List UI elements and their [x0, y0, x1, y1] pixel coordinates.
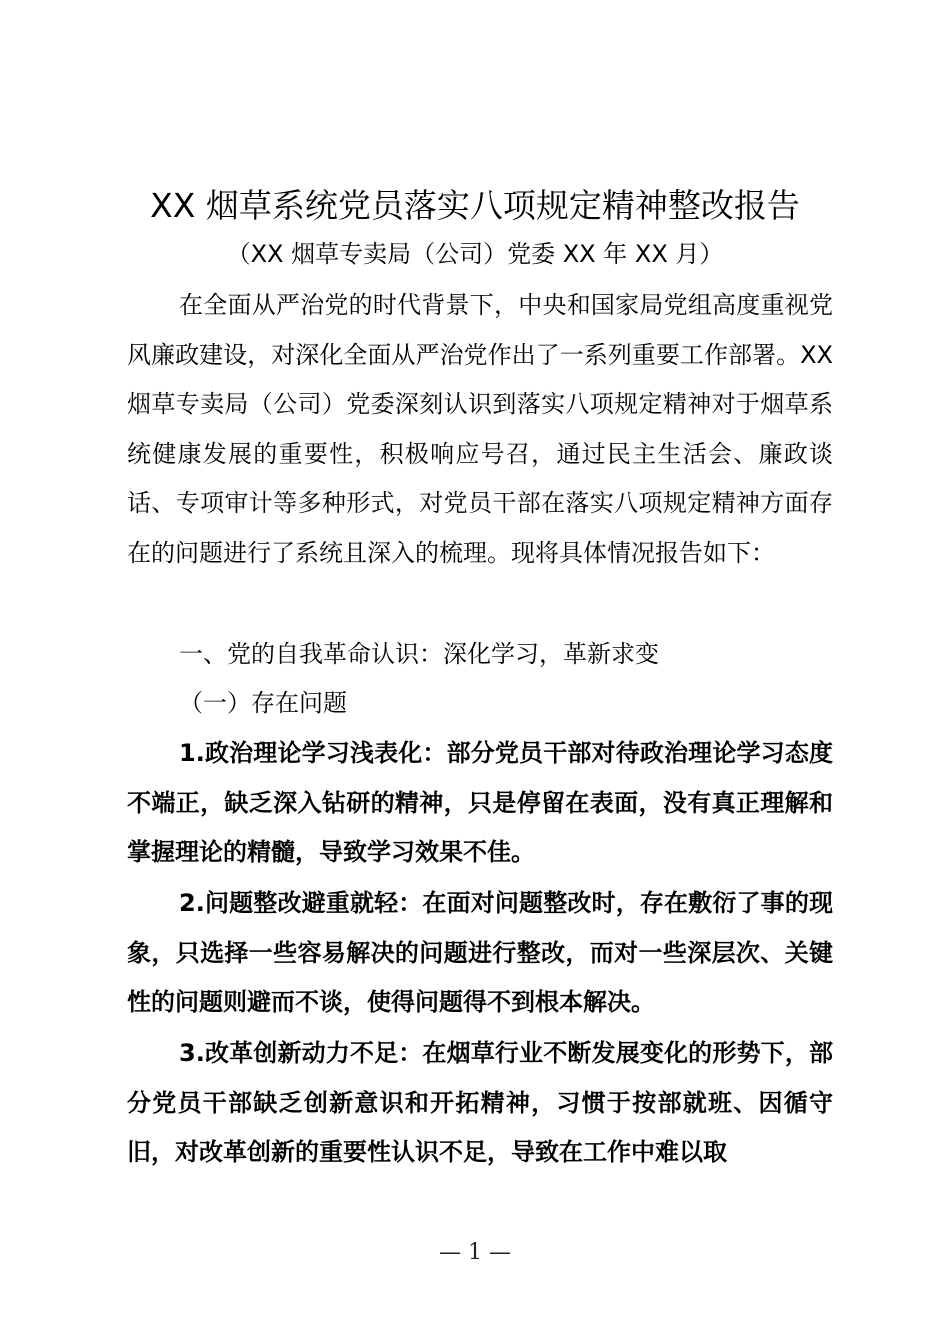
page-number: — 1 —: [439, 1240, 511, 1265]
problem-item-2: 2.问题整改避重就轻：在面对问题整改时，存在敷衍了事的现象，只选择一些容易解决的问题进行整改，而对一些深层次、关键性的问题则避而不谈，使得问题得不到根本解决。: [127, 889, 833, 1016]
subsection-heading: （一）存在问题: [179, 689, 347, 717]
problem-item-3: 3.改革创新动力不足：在烟草行业不断发展变化的形势下，部分党员干部缺乏创新意识和开拓精神，习惯于按部就班、因循守旧，对改革创新的重要性认识不足，导致在工作中难以取: [127, 1039, 833, 1166]
document-title: XX 烟草系统党员落实八项规定精神整改报告: [150, 186, 800, 225]
section-heading: 一、党的自我革命认识：深化学习，革新求变: [179, 640, 659, 668]
problem-item-1: 1.政治理论学习浅表化：部分党员干部对待政治理论学习态度不端正，缺乏深入钻研的精神，只是停留在表面，没有真正理解和掌握理论的精髓，导致学习效果不佳。: [127, 739, 833, 866]
document-subtitle: （XX 烟草专卖局（公司）党委 XX 年 XX 月）: [226, 240, 724, 268]
intro-paragraph: 在全面从严治党的时代背景下，中央和国家局党组高度重视党风廉政建设，对深化全面从严治党作出了一系列重要工作部署。XX 烟草专卖局（公司）党委深刻认识到落实八项规定精神对于烟草系统健康发展的重要性，积极响应号召，通过民主生活会、廉政谈话、专项审计等多种形式，对党员干部在落实八项规定精神方面存在的问题进行了系统且深入的梳理。现将具体情况报告如下：: [127, 291, 833, 567]
